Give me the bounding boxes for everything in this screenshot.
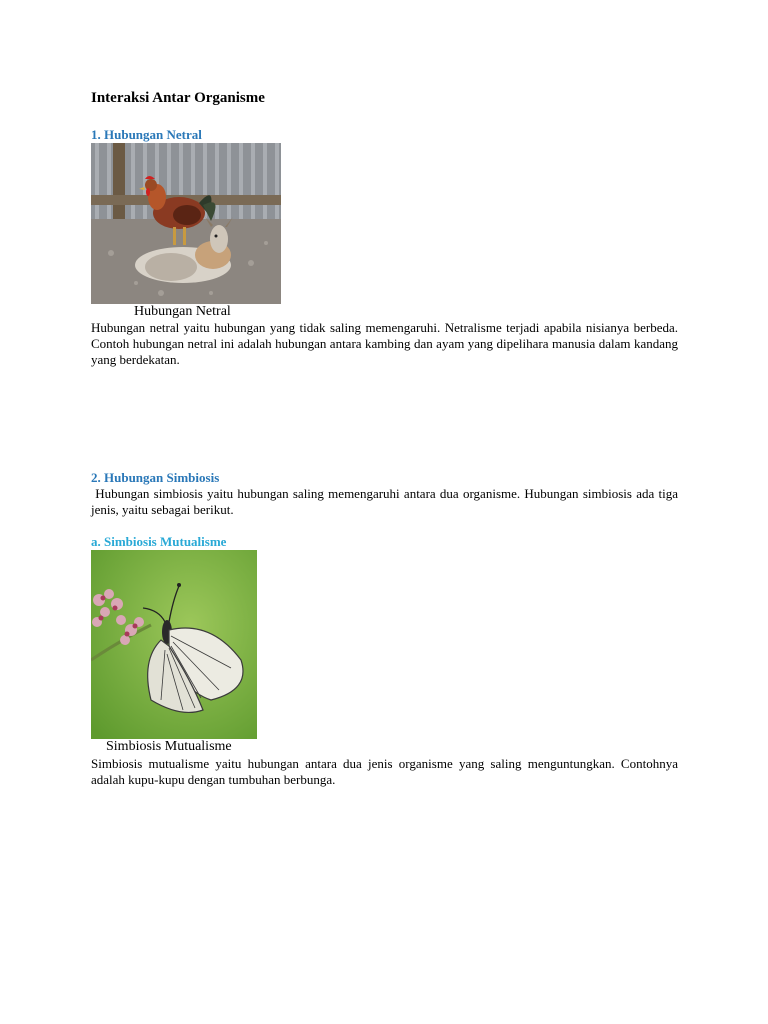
- photo-rooster-on-goat: [91, 143, 281, 304]
- section-heading-hubungan-netral: 1. Hubungan Netral: [91, 127, 202, 142]
- image-caption-hubungan-netral: Hubungan Netral: [134, 304, 231, 319]
- paragraph-hubungan-netral: Hubungan netral yaitu hubungan yang tidak saling memengaruhi. Netralisme terjadi apabila nisianya berbeda. Contoh hubungan netral ini adalah hubungan antara kambing dan ayam yang dipelihara manusia dalam kandang yang berdekatan.: [91, 320, 678, 367]
- paragraph-hubungan-simbiosis: Hubungan simbiosis yaitu hubungan saling memengaruhi antara dua organisme. Hubungan simbiosis ada tiga jenis, yaitu sebagai berikut.: [91, 486, 682, 517]
- paragraph-simbiosis-mutualisme: Simbiosis mutualisme yaitu hubungan antara dua jenis organisme yang saling menguntungkan. Contohnya adalah kupu-kupu dengan tumbuhan berbunga.: [91, 756, 678, 787]
- section-heading-hubungan-simbiosis: 2. Hubungan Simbiosis: [91, 470, 220, 485]
- page-title: Interaksi Antar Organisme: [91, 90, 265, 106]
- section-heading-simbiosis-mutualisme: a. Simbiosis Mutualisme: [91, 534, 227, 549]
- image-caption-simbiosis-mutualisme: Simbiosis Mutualisme: [106, 739, 232, 754]
- photo-butterfly-on-flower: [91, 550, 257, 739]
